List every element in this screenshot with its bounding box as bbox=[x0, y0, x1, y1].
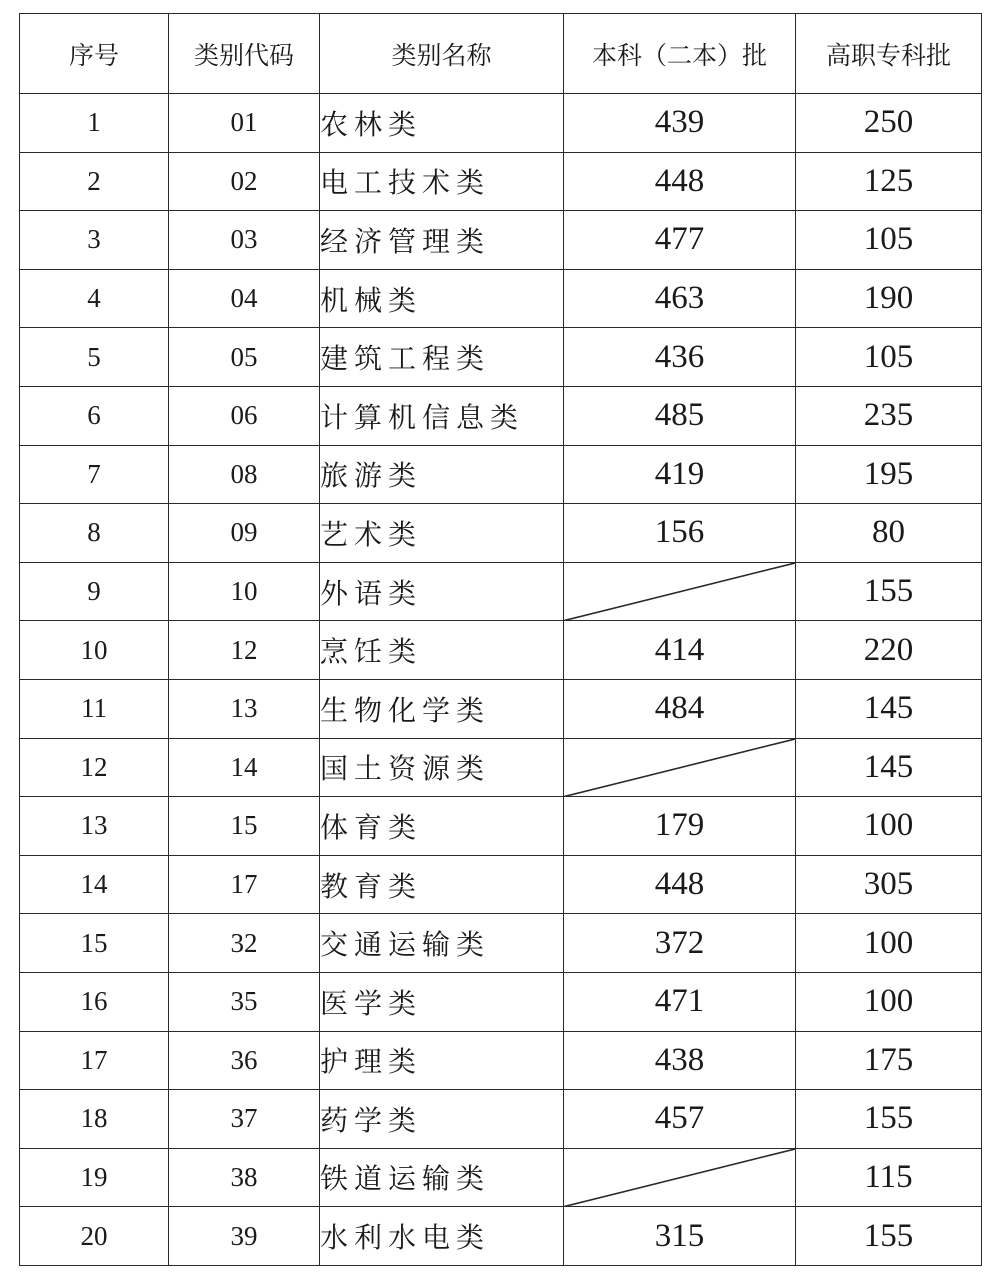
cell-category-name: 体育类 bbox=[320, 797, 564, 856]
cell-undergrad-score: 484 bbox=[564, 679, 796, 738]
cell-undergrad-score: 439 bbox=[564, 94, 796, 153]
cell-undergrad-score: 457 bbox=[564, 1090, 796, 1149]
cell-category-name: 烹饪类 bbox=[320, 621, 564, 680]
diagonal-slash-mark bbox=[564, 739, 795, 797]
cell-category-name: 药学类 bbox=[320, 1090, 564, 1149]
cell-category-code: 12 bbox=[169, 621, 320, 680]
cell-serial-number: 13 bbox=[20, 797, 169, 856]
diagonal-slash-mark bbox=[564, 563, 795, 621]
cell-category-name: 电工技术类 bbox=[320, 152, 564, 211]
cell-undergrad-score: 419 bbox=[564, 445, 796, 504]
cell-vocational-score: 105 bbox=[796, 328, 982, 387]
cell-category-name: 经济管理类 bbox=[320, 211, 564, 270]
cell-vocational-score: 175 bbox=[796, 1031, 982, 1090]
cell-serial-number: 20 bbox=[20, 1207, 169, 1266]
cell-category-code: 01 bbox=[169, 94, 320, 153]
header-vocational-batch: 高职专科批 bbox=[796, 14, 982, 94]
cell-vocational-score: 125 bbox=[796, 152, 982, 211]
cell-category-name: 教育类 bbox=[320, 855, 564, 914]
cell-vocational-score: 305 bbox=[796, 855, 982, 914]
cell-vocational-score: 220 bbox=[796, 621, 982, 680]
header-category-name: 类别名称 bbox=[320, 14, 564, 94]
cell-vocational-score: 100 bbox=[796, 972, 982, 1031]
table-row bbox=[20, 94, 982, 153]
cell-undergrad-score: 448 bbox=[564, 152, 796, 211]
cell-undergrad-score: 485 bbox=[564, 386, 796, 445]
table-row bbox=[20, 211, 982, 270]
cell-category-name: 铁道运输类 bbox=[320, 1148, 564, 1207]
cell-serial-number: 19 bbox=[20, 1148, 169, 1207]
table-row bbox=[20, 269, 982, 328]
cell-category-code: 37 bbox=[169, 1090, 320, 1149]
header-category-code: 类别代码 bbox=[169, 14, 320, 94]
cell-category-name: 交通运输类 bbox=[320, 914, 564, 973]
cell-undergrad-score: 156 bbox=[564, 504, 796, 563]
cell-undergrad-score: 471 bbox=[564, 972, 796, 1031]
cell-serial-number: 1 bbox=[20, 94, 169, 153]
cell-vocational-score: 250 bbox=[796, 94, 982, 153]
cell-category-name: 水利水电类 bbox=[320, 1207, 564, 1266]
table-row bbox=[20, 855, 982, 914]
cell-category-name: 建筑工程类 bbox=[320, 328, 564, 387]
cell-undergrad-score-empty bbox=[564, 1148, 796, 1207]
cell-category-name: 国土资源类 bbox=[320, 738, 564, 797]
cell-category-code: 10 bbox=[169, 562, 320, 621]
cell-serial-number: 11 bbox=[20, 679, 169, 738]
cell-serial-number: 7 bbox=[20, 445, 169, 504]
table-row bbox=[20, 797, 982, 856]
cell-undergrad-score: 438 bbox=[564, 1031, 796, 1090]
cell-serial-number: 18 bbox=[20, 1090, 169, 1149]
cell-undergrad-score: 372 bbox=[564, 914, 796, 973]
cell-serial-number: 17 bbox=[20, 1031, 169, 1090]
cell-category-code: 06 bbox=[169, 386, 320, 445]
cell-category-name: 旅游类 bbox=[320, 445, 564, 504]
cell-category-code: 08 bbox=[169, 445, 320, 504]
cell-category-name: 艺术类 bbox=[320, 504, 564, 563]
cell-vocational-score: 100 bbox=[796, 797, 982, 856]
cell-serial-number: 10 bbox=[20, 621, 169, 680]
cell-category-code: 14 bbox=[169, 738, 320, 797]
table-row bbox=[20, 445, 982, 504]
cell-serial-number: 16 bbox=[20, 972, 169, 1031]
cell-serial-number: 15 bbox=[20, 914, 169, 973]
cell-serial-number: 4 bbox=[20, 269, 169, 328]
cell-vocational-score: 80 bbox=[796, 504, 982, 563]
table-row bbox=[20, 972, 982, 1031]
cell-vocational-score: 155 bbox=[796, 562, 982, 621]
cell-category-name: 计算机信息类 bbox=[320, 386, 564, 445]
cell-vocational-score: 145 bbox=[796, 738, 982, 797]
score-table bbox=[19, 13, 982, 1266]
table-row bbox=[20, 914, 982, 973]
table-row bbox=[20, 1031, 982, 1090]
cell-vocational-score: 115 bbox=[796, 1148, 982, 1207]
cell-undergrad-score: 463 bbox=[564, 269, 796, 328]
cell-category-code: 39 bbox=[169, 1207, 320, 1266]
table-row bbox=[20, 1090, 982, 1149]
header-undergrad-batch: 本科（二本）批 bbox=[564, 14, 796, 94]
cell-vocational-score: 190 bbox=[796, 269, 982, 328]
cell-undergrad-score: 179 bbox=[564, 797, 796, 856]
table-row bbox=[20, 1148, 982, 1207]
cell-undergrad-score: 414 bbox=[564, 621, 796, 680]
table-row bbox=[20, 679, 982, 738]
header-serial-number: 序号 bbox=[20, 14, 169, 94]
table-row bbox=[20, 152, 982, 211]
cell-category-code: 13 bbox=[169, 679, 320, 738]
cell-category-name: 外语类 bbox=[320, 562, 564, 621]
cell-category-code: 15 bbox=[169, 797, 320, 856]
cell-category-code: 36 bbox=[169, 1031, 320, 1090]
table-row bbox=[20, 386, 982, 445]
cell-vocational-score: 100 bbox=[796, 914, 982, 973]
cell-serial-number: 14 bbox=[20, 855, 169, 914]
table-row bbox=[20, 1207, 982, 1266]
cell-undergrad-score: 315 bbox=[564, 1207, 796, 1266]
cell-undergrad-score-empty bbox=[564, 738, 796, 797]
cell-category-name: 生物化学类 bbox=[320, 679, 564, 738]
table-body bbox=[20, 94, 982, 1266]
table-row bbox=[20, 504, 982, 563]
cell-category-code: 09 bbox=[169, 504, 320, 563]
cell-serial-number: 6 bbox=[20, 386, 169, 445]
cell-vocational-score: 105 bbox=[796, 211, 982, 270]
cell-serial-number: 3 bbox=[20, 211, 169, 270]
cell-category-name: 农林类 bbox=[320, 94, 564, 153]
cell-category-code: 02 bbox=[169, 152, 320, 211]
cell-category-name: 护理类 bbox=[320, 1031, 564, 1090]
cell-undergrad-score: 448 bbox=[564, 855, 796, 914]
cell-serial-number: 2 bbox=[20, 152, 169, 211]
cell-category-code: 38 bbox=[169, 1148, 320, 1207]
table-header-row bbox=[20, 14, 982, 94]
cell-undergrad-score: 477 bbox=[564, 211, 796, 270]
cell-serial-number: 8 bbox=[20, 504, 169, 563]
table-row bbox=[20, 328, 982, 387]
table-row bbox=[20, 738, 982, 797]
cell-undergrad-score-empty bbox=[564, 562, 796, 621]
diagonal-slash-mark bbox=[564, 1149, 795, 1207]
cell-category-code: 03 bbox=[169, 211, 320, 270]
cell-category-code: 17 bbox=[169, 855, 320, 914]
cell-category-code: 05 bbox=[169, 328, 320, 387]
cell-category-name: 医学类 bbox=[320, 972, 564, 1031]
cell-vocational-score: 235 bbox=[796, 386, 982, 445]
table-row bbox=[20, 621, 982, 680]
cell-vocational-score: 155 bbox=[796, 1207, 982, 1266]
cell-category-name: 机械类 bbox=[320, 269, 564, 328]
cell-serial-number: 12 bbox=[20, 738, 169, 797]
cell-vocational-score: 145 bbox=[796, 679, 982, 738]
cell-vocational-score: 155 bbox=[796, 1090, 982, 1149]
cell-undergrad-score: 436 bbox=[564, 328, 796, 387]
cell-category-code: 35 bbox=[169, 972, 320, 1031]
cell-vocational-score: 195 bbox=[796, 445, 982, 504]
cell-serial-number: 5 bbox=[20, 328, 169, 387]
cell-serial-number: 9 bbox=[20, 562, 169, 621]
cell-category-code: 04 bbox=[169, 269, 320, 328]
cell-category-code: 32 bbox=[169, 914, 320, 973]
table-row bbox=[20, 562, 982, 621]
